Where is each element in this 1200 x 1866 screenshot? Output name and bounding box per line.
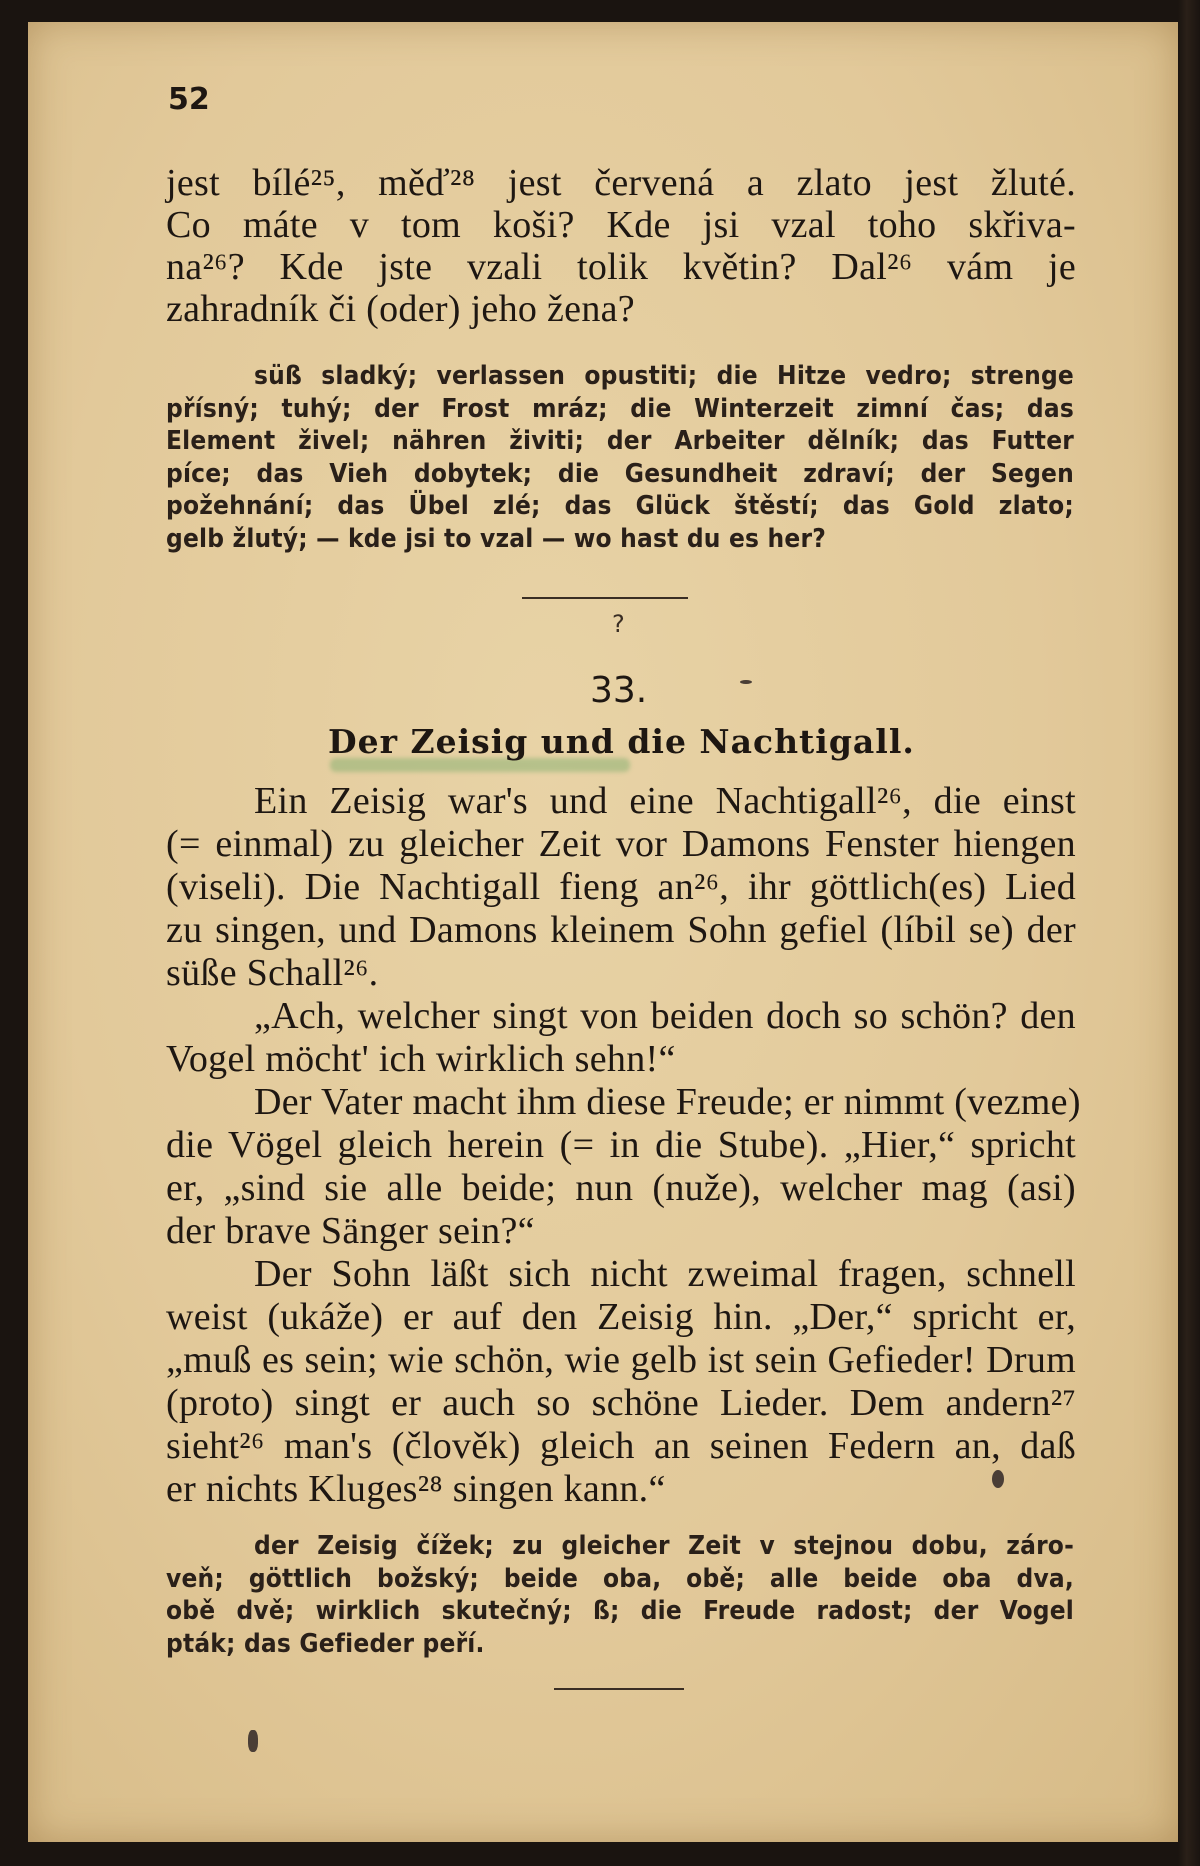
paragraph-line: na²⁶? Kde jste vzali tolik květin? Dal²⁶ vám je [166, 246, 1076, 288]
vocab-line: pták; das Gefieder peří. [166, 1628, 485, 1659]
vocab-line: gelb žlutý; — kde jsi to vzal — wo hast du es her? [166, 523, 826, 554]
vocab-line: píce; das Vieh dobytek; die Gesundheit zdraví; der Segen [166, 458, 1074, 489]
section-title: Der Zeisig und die Nachtigall. [328, 722, 915, 761]
paragraph-line: Co máte v tom koši? Kde jsi vzal toho skřiva- [166, 204, 1076, 246]
paragraph-line: zahradník či (oder) jeho žena? [166, 288, 635, 330]
vocab-line: der Zeisig čížek; zu gleicher Zeit v stejnou dobu, záro- [254, 1531, 1074, 1561]
story-line: Der Sohn läßt sich nicht zweimal fragen, schnell [254, 1253, 1076, 1295]
story-line: er, „sind sie alle beide; nun (nuže), welcher mag (asi) [166, 1167, 1076, 1209]
top-paragraph [166, 162, 1076, 330]
story-line: (viseli). Die Nachtigall fieng an²⁶, ihr göttlich(es) Lied [166, 866, 1076, 908]
ink-speck [740, 680, 752, 684]
story-line: süße Schall²⁶. [166, 952, 379, 994]
vocab-line: obě dvě; wirklich skutečný; ß; die Freude radost; der Vogel [166, 1596, 1074, 1626]
vocab-line: přísný; tuhý; der Frost mráz; die Winterzeit zimní čas; das [166, 393, 1074, 424]
ink-speck [248, 1730, 258, 1752]
paragraph-line: jest bílé²⁵, měď²⁸ jest červená a zlato jest žluté. [166, 162, 1076, 204]
page-number: 52 [168, 82, 210, 117]
story-text [166, 780, 1081, 1511]
story-line: er nichts Kluges²⁸ singen kann.“ [166, 1468, 666, 1510]
story-line: der brave Sänger sein?“ [166, 1210, 535, 1252]
divider-rule [554, 1688, 684, 1690]
story-line: weist (ukáže) er auf den Zeisig hin. „Der,“ spricht er, [166, 1296, 1076, 1338]
vocabulary-block-2 [166, 1530, 1074, 1660]
divider-rule [522, 597, 688, 599]
vocabulary-block-1 [166, 360, 1074, 555]
ink-blot [992, 1470, 1004, 1488]
vocab-line: veň; göttlich božský; beide oba, obě; alle beide oba dva, [166, 1563, 1074, 1594]
section-mark: ? [612, 610, 625, 638]
story-line: die Vögel gleich herein (= in die Stube). „Hier,“ spricht [166, 1124, 1076, 1166]
story-line: (= einmal) zu gleicher Zeit vor Damons Fenster hiengen [166, 823, 1076, 865]
page-edge [1178, 0, 1200, 1866]
vocab-line: požehnání; das Übel zlé; das Glück štěstí; das Gold zlato; [166, 491, 1074, 521]
story-line: zu singen, und Damons kleinem Sohn gefiel (líbil se) der [166, 909, 1076, 951]
story-line: Vogel möcht' ich wirklich sehn!“ [166, 1038, 676, 1080]
story-line: „muß es sein; wie schön, wie gelb ist sein Gefieder! Drum [166, 1339, 1076, 1381]
story-line: (proto) singt er auch so schöne Lieder. Dem andern²⁷ [166, 1382, 1076, 1424]
story-line: Der Vater macht ihm diese Freude; er nimmt (vezme) [254, 1081, 1081, 1123]
story-line: Ein Zeisig war's und eine Nachtigall²⁶, die einst [254, 780, 1076, 822]
story-line: sieht²⁶ man's (člověk) gleich an seinen Federn an, daß [166, 1425, 1076, 1467]
vocab-line: süß sladký; verlassen opustiti; die Hitze vedro; strenge [254, 361, 1074, 391]
section-number: 33. [590, 670, 648, 711]
story-line: „Ach, welcher singt von beiden doch so schön? den [254, 995, 1076, 1037]
vocab-line: Element živel; nähren živiti; der Arbeiter dělník; das Futter [166, 426, 1074, 456]
